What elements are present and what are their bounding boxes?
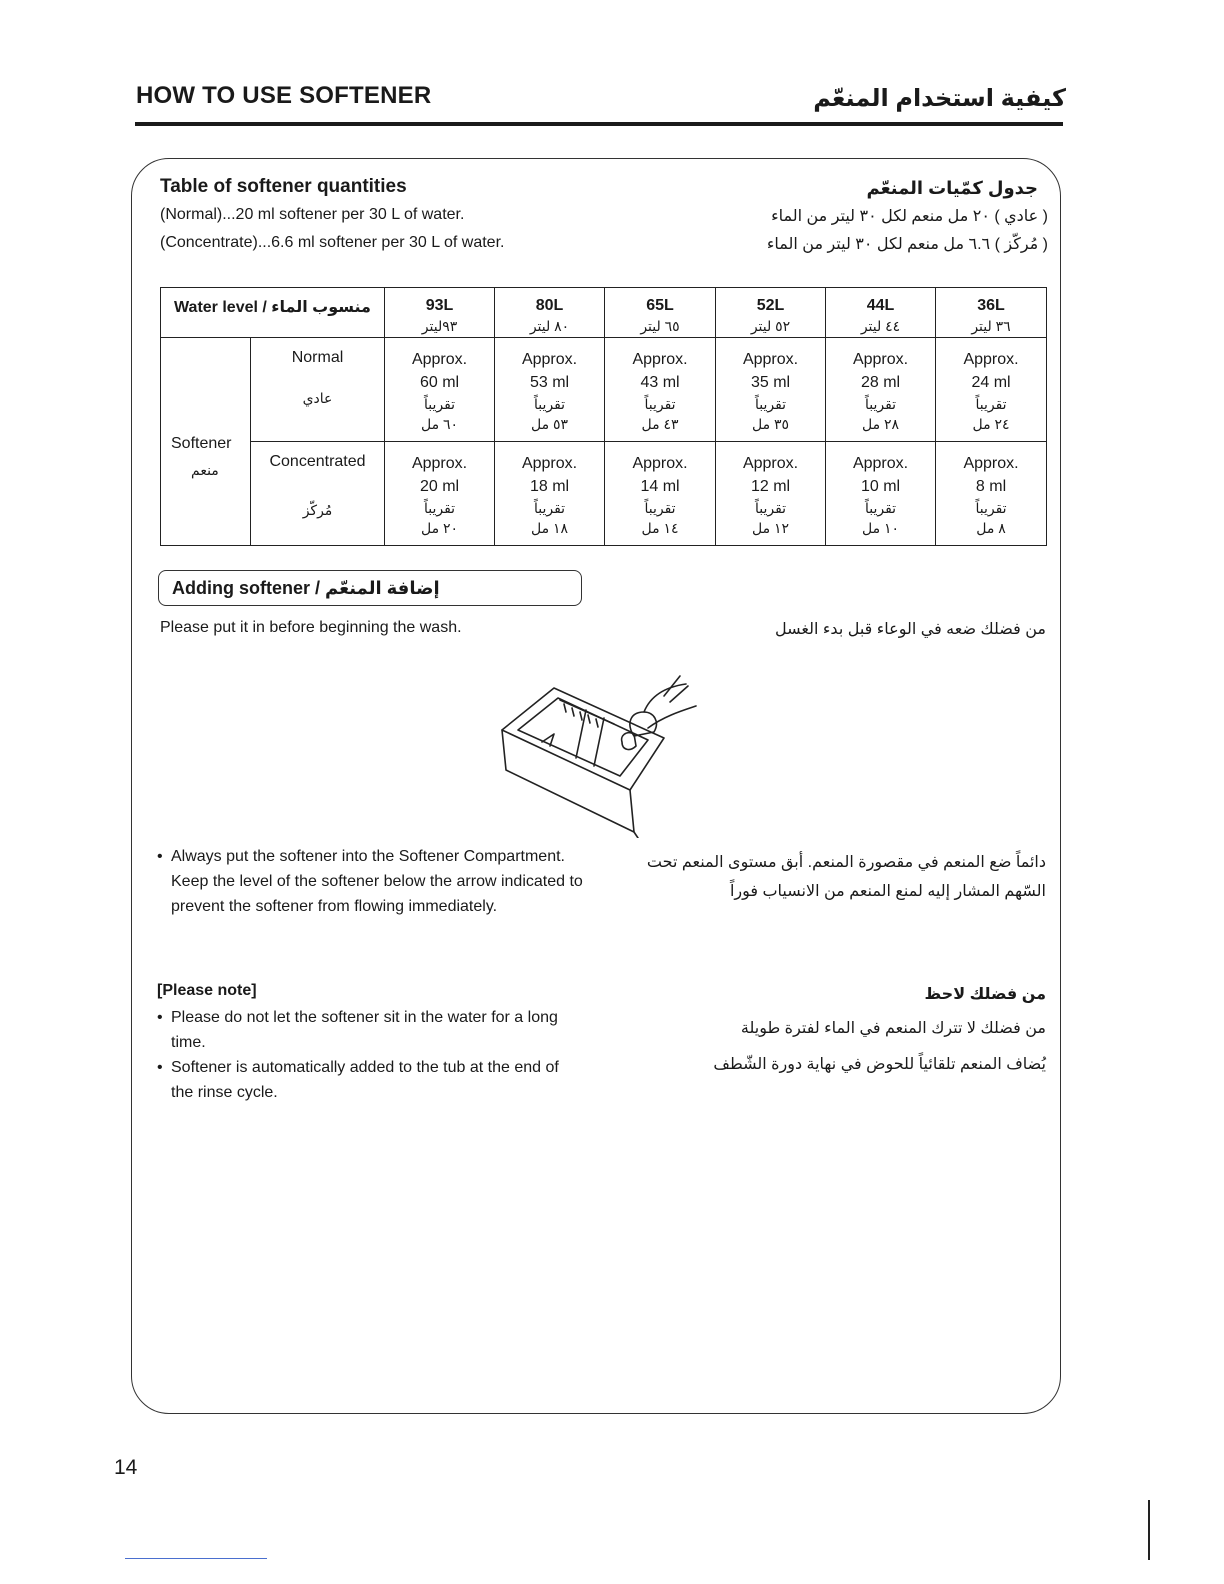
quantities-title-arabic: جدول كمّيات المنعّم: [866, 178, 1038, 198]
column-header: 52L ٥٢ ليتر: [716, 288, 826, 338]
table-cell: Approx. 35 ml تقريباً ٣٥ مل: [716, 338, 826, 442]
softener-bullet-arabic: دائماً ضع المنعم في مقصورة المنعم. أبق مستوى المنعم تحت السّهم المشار إليه لمنع المنعم من الانسياب فوراً: [646, 854, 1046, 900]
column-header: 65L ٦٥ ليتر: [605, 288, 716, 338]
normal-ratio-text-arabic: ( عادي ) ٢٠ مل منعم لكل ٣٠ ليتر من الماء: [771, 208, 1048, 225]
list-item: • Softener is automatically added to the tub at the end of the rinse cycle.: [157, 1055, 577, 1105]
quantities-title: Table of softener quantities: [160, 176, 407, 197]
footer-line: [125, 1558, 267, 1559]
note-title: [Please note]: [157, 982, 257, 999]
softener-row-label: Softener منعم: [161, 338, 251, 546]
softener-bullets: [157, 844, 587, 919]
adding-instruction: Please put it in before beginning the wash.: [160, 619, 462, 636]
table-cell: Approx. 24 ml تقريباً ٢٤ مل: [936, 338, 1047, 442]
table-cell: Approx. 43 ml تقريباً ٤٣ مل: [605, 338, 716, 442]
page-title: HOW TO USE SOFTENER: [136, 82, 432, 109]
column-header: 44L ٤٤ ليتر: [826, 288, 936, 338]
adding-instruction-arabic: من فضلك ضعه في الوعاء قبل بدء الغسل: [775, 621, 1046, 638]
note-item-arabic: من فضلك لا تترك المنعم في الماء لفترة طويلة: [740, 1020, 1046, 1037]
note-bullets: [157, 1005, 577, 1105]
softener-drawer-illustration: [494, 672, 700, 838]
softener-table: [160, 287, 1047, 546]
table-cell: Approx. 12 ml تقريباً ١٢ مل: [716, 442, 826, 546]
note-item-arabic: يُضاف المنعم تلقائياً للحوض في نهاية دورة الشّطف: [713, 1056, 1046, 1073]
page-title-arabic: كيفية استخدام المنعّم: [813, 85, 1066, 112]
normal-ratio-text: (Normal)...20 ml softener per 30 L of water.: [160, 206, 465, 223]
concentrate-ratio-text: (Concentrate)...6.6 ml softener per 30 L of water.: [160, 234, 505, 251]
margin-mark: [1148, 1500, 1150, 1560]
list-item: • Always put the softener into the Softener Compartment. Keep the level of the softener below the arrow indicated to prevent the softener from flowing immediately.: [157, 844, 587, 919]
column-header: 93L ٩٣ليتر: [385, 288, 495, 338]
table-cell: Approx. 20 ml تقريباً ٢٠ مل: [385, 442, 495, 546]
normal-row-label: Normal عادي: [251, 338, 385, 442]
concentrate-ratio-text-arabic: ( مُركّز ) ٦.٦ مل منعم لكل ٣٠ ليتر من الماء: [766, 236, 1048, 253]
water-level-header: Water level / منسوب الماء: [161, 288, 385, 338]
note-title-arabic: من فضلك لاحظ: [924, 986, 1046, 1003]
table-cell: Approx. 60 ml تقريباً ٦٠ مل: [385, 338, 495, 442]
table-cell: Approx. 8 ml تقريباً ٨ مل: [936, 442, 1047, 546]
column-header: 36L ٣٦ ليتر: [936, 288, 1047, 338]
table-cell: Approx. 53 ml تقريباً ٥٣ مل: [495, 338, 605, 442]
column-header: 80L ٨٠ ليتر: [495, 288, 605, 338]
table-cell: Approx. 28 ml تقريباً ٢٨ مل: [826, 338, 936, 442]
table-cell: Approx. 18 ml تقريباً ١٨ مل: [495, 442, 605, 546]
adding-softener-title: Adding softener / إضافة المنعّم: [172, 578, 440, 598]
page-number: 14: [114, 1456, 138, 1479]
table-cell: Approx. 10 ml تقريباً ١٠ مل: [826, 442, 936, 546]
list-item: • Please do not let the softener sit in the water for a long time.: [157, 1005, 577, 1055]
table-cell: Approx. 14 ml تقريباً ١٤ مل: [605, 442, 716, 546]
concentrated-row-label: Concentrated مُركّز: [251, 442, 385, 546]
header-divider: [135, 122, 1063, 126]
